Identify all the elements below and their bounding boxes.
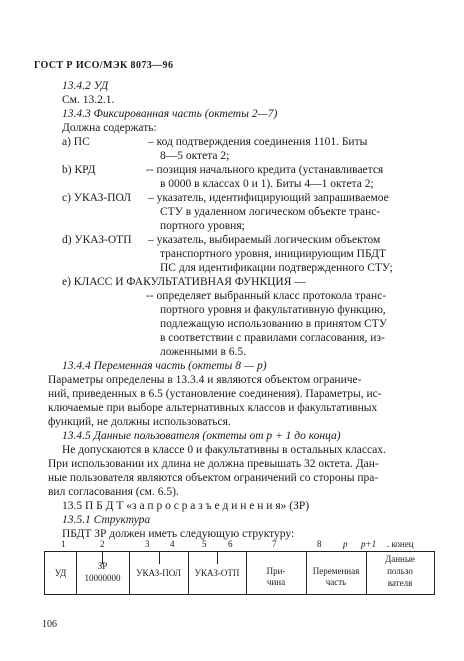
column-number: 4 bbox=[170, 539, 175, 549]
cell-zr-code: 10000000 bbox=[84, 573, 121, 583]
text-line: См. 13.2.1. bbox=[62, 94, 115, 106]
text-line: ные пользователя являются объектом ограничений со стороны пра- bbox=[48, 472, 379, 484]
list-item-text: – указатель, выбираемый логическим объектом bbox=[148, 234, 381, 246]
text-line: Не допускаются в классе 0 и факультативны в остальных классах. bbox=[62, 444, 386, 456]
cell-zr: ЗР bbox=[97, 561, 108, 571]
column-number: р+1 bbox=[361, 539, 377, 549]
octet-tick bbox=[217, 552, 218, 564]
cell-variable-part: Переменная bbox=[312, 566, 360, 576]
cell-user-data: вателя bbox=[387, 578, 413, 588]
text-line: ний, приведенных в 6.5 (установление соединения). Параметры, ис- bbox=[48, 388, 382, 400]
text-line: ПБДТ ЗР должен иметь следующую структуру: bbox=[62, 528, 295, 540]
column-number: 3 bbox=[145, 539, 150, 549]
list-item-text: транспортного уровня, инициирующим ПБДТ bbox=[160, 248, 387, 260]
section-heading: 13.5.1 Структура bbox=[62, 514, 151, 526]
page-number: 106 bbox=[42, 619, 57, 630]
section-heading: 13.4.2 УД bbox=[62, 80, 109, 92]
cell-variable-part: часть bbox=[325, 577, 347, 587]
cell-reason: При- bbox=[266, 566, 286, 576]
column-number: р bbox=[343, 539, 348, 549]
section-heading: 13.5 П Б Д Т «з а п р о с р а з ъ е д и н е н и я» (ЗР) bbox=[62, 500, 310, 512]
column-number: 1 bbox=[61, 539, 66, 549]
list-item-label: d) УКАЗ-ОТП bbox=[62, 234, 132, 246]
document-header: ГОСТ Р ИСО/МЭК 8073—96 bbox=[34, 60, 174, 71]
text-line: Параметры определены в 13.3.4 и являются объектом ограниче- bbox=[48, 374, 362, 386]
list-item-text: -- позиция начального кредита (устанавливается bbox=[146, 164, 384, 176]
column-number: 8 bbox=[317, 539, 322, 549]
list-item-text: в 0000 в классах 0 и 1). Биты 4—1 октета 2; bbox=[160, 178, 374, 190]
column-number: . конец bbox=[387, 539, 414, 549]
list-item-text: ПС для идентификации подтвержденного СТУ; bbox=[160, 262, 393, 274]
cell-ukaz-pol: УКАЗ-ПОЛ bbox=[136, 568, 181, 578]
cell-ukaz-otp: УКАЗ-ОТП bbox=[194, 568, 240, 578]
list-item-text: СТУ в удаленном логическом объекте транс- bbox=[160, 206, 381, 218]
list-item-text: ложенными в 6.5. bbox=[160, 346, 246, 358]
text-line: функций, не должны использоваться. bbox=[48, 416, 231, 428]
text-line: вил согласования (см. 6.5). bbox=[48, 486, 179, 498]
column-number: 5 bbox=[202, 539, 207, 549]
list-item-text: подлежащую использованию в принятом СТУ bbox=[160, 318, 387, 330]
column-number: 7 bbox=[272, 539, 277, 549]
octet-tick bbox=[159, 552, 160, 564]
list-item-label: a) ПС bbox=[62, 136, 90, 148]
list-item-label: b) КРД bbox=[62, 164, 96, 176]
section-heading: 13.4.4 Переменная часть (октеты 8 — р) bbox=[62, 360, 267, 372]
column-number: 2 bbox=[100, 539, 105, 549]
text-line: При использовании их длина не должна превышать 32 октета. Дан- bbox=[48, 458, 379, 470]
section-heading: 13.4.5 Данные пользователя (октеты от р + 1 до конца) bbox=[62, 430, 341, 442]
cell-user-data: пользо bbox=[387, 566, 413, 576]
list-item-text: 8—5 октета 2; bbox=[160, 150, 230, 162]
cell-reason: чина bbox=[266, 577, 286, 587]
list-item-text: портного уровня и факультативную функцию, bbox=[160, 304, 386, 316]
cell-user-data: Данные bbox=[385, 554, 415, 564]
list-item-text: – указатель, идентифицирующий запрашиваемое bbox=[148, 192, 389, 204]
cell-ud: УД bbox=[54, 568, 67, 578]
text-line: ключаемые при выборе альтернативных классов и факультативных bbox=[48, 402, 378, 414]
text-line: Должна содержать: bbox=[62, 122, 157, 134]
list-item-text: – код подтверждения соединения 1101. Биты bbox=[148, 136, 368, 148]
column-number: 6 bbox=[228, 539, 233, 549]
list-item-text: в соответствии с правилами согласования, из- bbox=[160, 332, 385, 344]
tpdu-structure-table bbox=[44, 551, 435, 595]
list-item-text: -- определяет выбранный класс протокола транс- bbox=[146, 290, 387, 302]
list-item-label: c) УКАЗ-ПОЛ bbox=[62, 192, 132, 204]
list-item-text: портного уровня; bbox=[160, 220, 245, 232]
section-heading: 13.4.3 Фиксированная часть (октеты 2—7) bbox=[62, 108, 278, 120]
list-item-label: e) КЛАСС И ФАКУЛЬТАТИВНАЯ ФУНКЦИЯ — bbox=[62, 276, 306, 288]
